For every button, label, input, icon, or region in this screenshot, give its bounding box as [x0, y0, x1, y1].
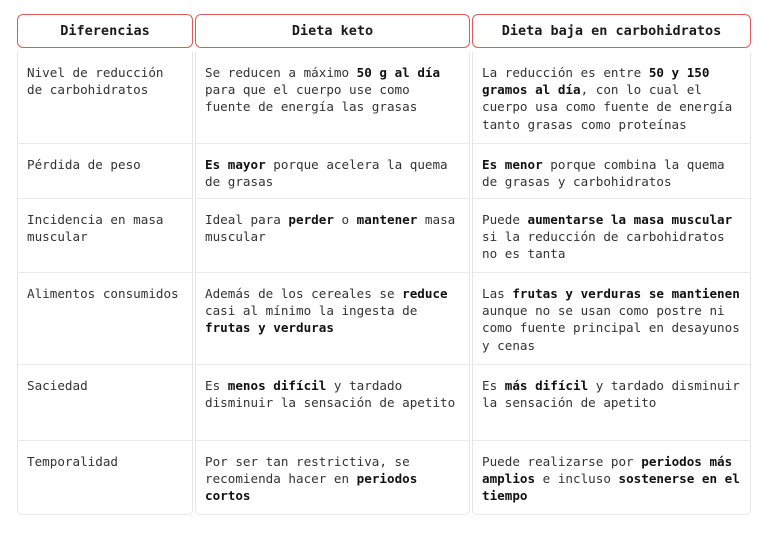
text: para que el cuerpo use como fuente de energía las grasas — [205, 82, 418, 115]
text: porque combina la quema de grasas y carbohidratos — [482, 157, 725, 190]
low-carb-cell — [472, 273, 751, 365]
text: Es — [205, 378, 228, 393]
comparison-table — [17, 14, 751, 515]
text: y tardado disminuir la sensación de apetito — [482, 378, 740, 411]
low-carb-cell — [472, 144, 751, 199]
row-label: Temporalidad — [17, 441, 193, 515]
keto-cell — [195, 52, 470, 144]
bold-text: periodos más amplios — [482, 454, 733, 487]
row-label: Pérdida de peso — [17, 144, 193, 199]
bold-text: menos difícil — [227, 378, 327, 393]
text: e incluso — [535, 471, 619, 487]
text: aunque no se usan como postre ni como fuente principal en desayunos y cenas — [482, 303, 740, 353]
bold-text: Es mayor — [205, 157, 266, 172]
bold-text: mantener — [356, 212, 418, 227]
text: , con lo cual el cuerpo usa como fuente de energía tanto grasas como proteínas — [482, 82, 733, 132]
text: Es — [482, 378, 505, 393]
text: casi al mínimo la ingesta de — [205, 303, 418, 319]
low-carb-cell — [472, 52, 751, 144]
bold-text: frutas y verduras se mantienen — [512, 286, 740, 301]
text: La reducción es entre — [482, 65, 649, 80]
text: Por ser tan restrictiva, se recomienda hacer en — [205, 454, 410, 487]
keto-cell — [195, 365, 470, 441]
bold-text: Es menor — [482, 157, 543, 172]
bold-text: perder — [288, 212, 334, 227]
row-label: Alimentos consumidos — [17, 273, 193, 365]
text: Puede — [482, 212, 528, 227]
text: Además de los cereales se — [205, 286, 403, 301]
text: Se reducen a máximo — [205, 65, 357, 80]
text: masa muscular — [205, 212, 456, 245]
low-carb-cell — [472, 199, 751, 273]
keto-cell — [195, 441, 470, 515]
bold-text: 50 y 150 gramos al día — [482, 65, 710, 98]
header-differences: Diferencias — [17, 14, 193, 48]
text: Las — [482, 286, 513, 301]
keto-cell — [195, 273, 470, 365]
bold-text: sostenerse en el tiempo — [482, 471, 740, 504]
bold-text: reduce — [402, 286, 448, 301]
low-carb-cell — [472, 441, 751, 515]
bold-text: periodos cortos — [205, 471, 418, 504]
keto-cell — [195, 144, 470, 199]
text: Puede realizarse por — [482, 454, 642, 469]
row-label: Saciedad — [17, 365, 193, 441]
low-carb-cell — [472, 365, 751, 441]
bold-text: aumentarse la masa muscular — [527, 212, 733, 227]
bold-text: 50 g al día — [356, 65, 441, 80]
text: si la reducción de carbohidratos no es tanta — [482, 229, 725, 262]
bold-text: más difícil — [504, 378, 589, 393]
row-label: Incidencia en masa muscular — [17, 199, 193, 273]
header-low-carb-diet: Dieta baja en carbohidratos — [472, 14, 751, 48]
keto-cell — [195, 199, 470, 273]
text: Ideal para — [205, 212, 289, 227]
text: o — [333, 212, 357, 227]
header-keto-diet: Dieta keto — [195, 14, 470, 48]
text: y tardado disminuir la sensación de apetito — [205, 378, 456, 411]
bold-text: frutas y verduras — [205, 320, 334, 336]
text: porque acelera la quema de grasas — [205, 157, 448, 190]
row-label: Nivel de reducción de carbohidratos — [17, 52, 193, 144]
